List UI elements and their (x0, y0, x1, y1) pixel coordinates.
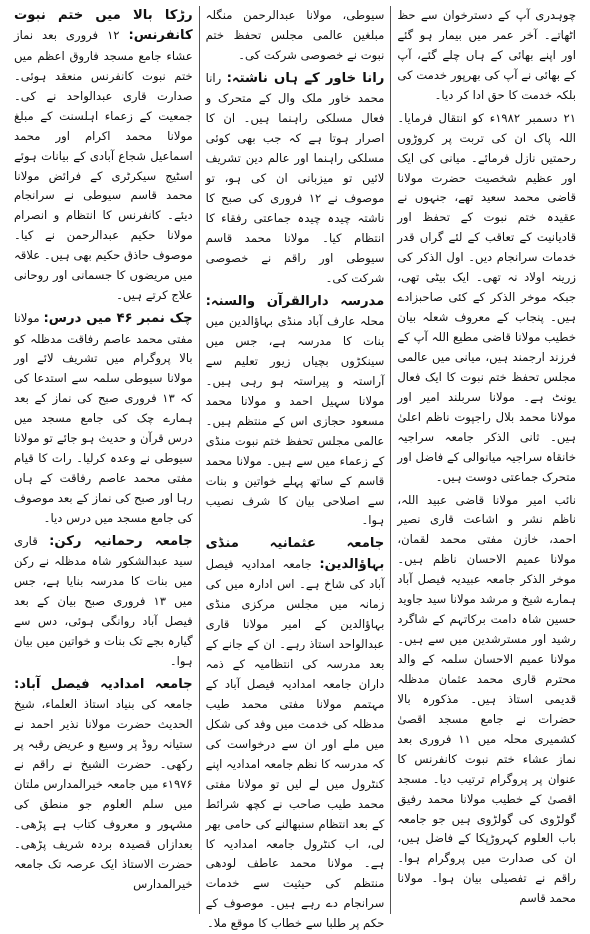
section-heading: جامعہ امدادیہ فیصل آباد: (13, 677, 193, 692)
left-column (8, 6, 199, 914)
section-heading: رانا خاور کے ہاں ناشتہ: (226, 70, 385, 86)
article-text: محلہ عارف آباد منڈی بہاؤالدین میں بنات کا مدرسہ ہے، جس میں سینکڑوں بچیاں زیور تعلیم سے آراستہ و پیراستہ ہو رہی ہیں۔ مولانا سہیل احمد و مولانا محمد مسعود حجازی اس کے منتظم ہیں۔ عالمی مجلس تحفظ ختم نبوت منڈی کے زعماء میں سے ہیں۔ مولانا محمد قاسم کے ساتھ پہلے خواتین و بنات سے اصلاحی بیان کا شرف نصیب ہوا۔ (205, 314, 385, 528)
article-text: نائب امیر مولانا قاضی عبید اللہ، ناظم نشر و اشاعت قاری نصیر احمد، خازن مفتی محمد لقمان، مولانا عمیم الاحسان ناظم ہیں۔ موخر الذکر جامعہ عبیدیہ فیصل آباد ہمارے شیخ و مرشد مولانا سید جاوید حسین شاہ دامت برکاتہم کے شاگرد رشید اور مسترشدین میں سے ہیں۔ مولانا عمیم الاحسان سلمہ کے والد محترم قاری محمد عثمان مدظلہ قدیمی استاذ ہیں۔ مذکورہ بالا حضرات نے جامع مسجد اقصیٰ کشمیری محلہ میں ۱۱ فروری بعد نماز عشاء ختم نبوت کانفرنس کا عنوان پر پروگرام ترتیب دیا۔ مسجد اقصیٰ کے خطیب مولانا محمد رفیق گولڑوی کی گولڑوی ہیں جو جامعہ باب العلوم کہروڑپکا کے فاضل ہیں، ان کی صدارت میں پروگرام ہوا۔ راقم نے تفصیلی بیان ہوا۔ مولانا محمد قاسم (397, 492, 576, 906)
article-text: چوہدری آپ کے دسترخوان سے حظ اٹھاتے۔ آخر عمر میں بیمار ہو گئے اور اپنے بھائی کے ہاں چلے گئے، آپ کے بھائی نے آپ کی بھرپور خدمت کی بلکہ خدمت کا حق ادا کر دیا۔ (397, 8, 576, 102)
article-block (14, 6, 193, 306)
article-text: مولانا مفتی محمد عاصم رفاقت مدظلہ کو بالا پروگرام میں تشریف لائے اور مولانا سیوطی سلمہ سے استدعا کی کہ ۱۳ فروری صبح کی نماز کے بعد ہمارے چک کی جامع مسجد میں درس قرآن و حدیث ہو جائے تو مولانا سیوطی نے وعدہ کرلیا۔ رات کا قیام مفتی محمد عاصم رفاقت کے ہاں رہا اور صبح کی نماز کے بعد موصوف کی جامع مسجد میں درس دیا۔ (13, 311, 193, 525)
article-block (14, 309, 193, 529)
section-heading: رڑکا بالا میں ختم نبوت کانفرنس: (13, 8, 193, 44)
column-divider (199, 6, 200, 914)
section-heading: جامعہ رحمانیہ رکن: (49, 533, 193, 549)
article-text: سیوطی، مولانا عبدالرحمن منگلہ مبلغین عالمی مجلس تحفظ ختم نبوت نے خصوصی شرکت کی۔ (205, 8, 385, 62)
middle-column (200, 6, 391, 931)
article-block (14, 532, 193, 672)
article-text: قاری سید عبدالشکور شاہ مدظلہ نے رکن میں بنات کا مدرسہ بنایا ہے، جس میں ۱۳ فروری صبح بیان کے بعد فیصل آباد روانگی ہوئی، دس سے گیارہ بجے تک بنات و خواتین میں بیان ہوا۔ (13, 533, 193, 669)
article-block (206, 534, 385, 934)
section-heading: چک نمبر ۴۶ میں درس: (43, 311, 193, 327)
article-block (397, 109, 576, 488)
section-heading: جامعہ عثمانیہ منڈی بہاؤالدین: (205, 536, 385, 572)
article-block (206, 6, 385, 66)
right-column (391, 6, 582, 914)
article-text: جامعہ امدادیہ فیصل آباد کی شاخ ہے۔ اس ادارہ میں کی زمانہ میں مجلس مرکزی منڈی بہاؤالدین کے امیر مولانا قاری عبدالواحد استاذ رہے۔ ان کے جانے کے بعد مدرسہ کی انتظامیہ کے ذمہ داران جامعہ امدادیہ فیصل آباد کے مہتمم مولانا مفتی محمد طیب مدظلہ کی خدمت میں وفد کی شکل میں ملے اور ان سے درخواست کی کہ مدرسہ کا نظم جامعہ امدادیہ اپنے کنٹرول میں لے لیں تو مولانا مفتی محمد طیب صاحب نے کچھ شرائط کے بعد انتظام سنبھالنے کی حامی بھر لی، اب کنٹرول جامعہ امدادیہ کا ہے۔ مولانا محمد عاطف لودھی منتظم کی حیثیت سے خدمات سرانجام دے رہے ہیں۔ موصوف کے حکم پر طلبا سے خطاب کا موقع ملا۔ (205, 556, 385, 931)
column-divider (390, 6, 391, 914)
article-block (397, 6, 576, 106)
article-block (397, 491, 576, 910)
article-text: ۱۲ فروری بعد نماز عشاء جامع مسجد فاروق اعظم میں ختم نبوت کانفرنس منعقد ہوئی۔ صدارت قاری عبدالواحد نے کی۔ جمعیت کے زعماء اہلسنت کے مبلغ مولانا محمد اکرام اور محمد اسماعیل شجاع آبادی کے بیانات ہوئے اسٹیج سیکرٹری کے فرائض مولانا محمد قاسم سیوطی نے سرانجام دیئے۔ کانفرنس کا انتظام و انصرام مولانا حکیم عبدالرحمن نے کیا۔ موصوف حاذق حکیم بھی ہیں۔ علاقہ میں مریضوں کا جسمانی اور روحانی علاج کرتے ہیں۔ (13, 28, 193, 303)
article-block (14, 675, 193, 895)
article-block (206, 69, 385, 289)
article-text: ۲۱ دسمبر ۱۹۸۲ء کو انتقال فرمایا۔ اللہ پاک ان کی تربت پر کروڑوں رحمتیں نازل فرمائے۔ میانی کی ایک اور عظیم شخصیت حضرت مولانا قاضی محمد سعید تھے، جنہوں نے عقیدہ ختم نبوت کے تحفظ اور قادیانیت کے تعاقب کے لئے گراں قدر خدمات سرانجام دیں۔ اول الذکر کی زرینہ اولاد نہ تھی۔ ایک بیٹی تھی، جبکہ موخر الذکر کے کئی صاحبزادے ہیں۔ پنجاب کے معروف شعلہ بیان خطیب مولانا قاضی مطیع اللہ آپ کے فرزند ارجمند ہیں، میانی میں عالمی مجلس تحفظ ختم نبوت کا ایک فعال یونٹ ہے۔ مولانا سربلند امیر اور مولانا محمد بلال راجپوت ناظم اعلیٰ ہیں۔ ثانی الذکر جامعہ سراجیہ خانقاہ سراجیہ میانوالی کے فاضل اور متحرک جماعتی دوست ہیں۔ (397, 110, 576, 484)
article-text: جامعہ کی بنیاد استاذ العلماء، شیخ الحدیث حضرت مولانا نذیر احمد نے ستیانہ روڈ پر وسیع و عریض رقبہ پر رکھی۔ حضرت الشیخ نے راقم نے ۱۹۷۶ء میں جامعہ خیرالمدارس ملتان میں سلم العلوم جو منطق کی مشہور و معروف کتاب ہے پڑھی۔ بعدازاں قصیدہ بردہ شریف پڑھی۔ حضرت الاستاذ ایک عرصہ تک جامعہ خیرالمدارس (13, 697, 193, 891)
section-heading: مدرسہ دارالقرآن والسنہ: (205, 293, 385, 309)
article-text: رانا محمد خاور ملک وال کے متحرک و فعال مسلکی راہنما ہیں۔ ان کا اصرار ہوتا ہے کہ جب بھی کوئی مسلکی راہنما اور عالم دین تشریف لائیں تو میزبانی ان کی ہو، تو موصوف نے ۱۲ فروری کی صبح کا ناشتہ چیدہ چیدہ جماعتی رفقاء کا انتظام کیا۔ مولانا محمد قاسم سیوطی اور راقم نے خصوصی شرکت کی۔ (205, 70, 385, 285)
article-block (206, 292, 385, 532)
